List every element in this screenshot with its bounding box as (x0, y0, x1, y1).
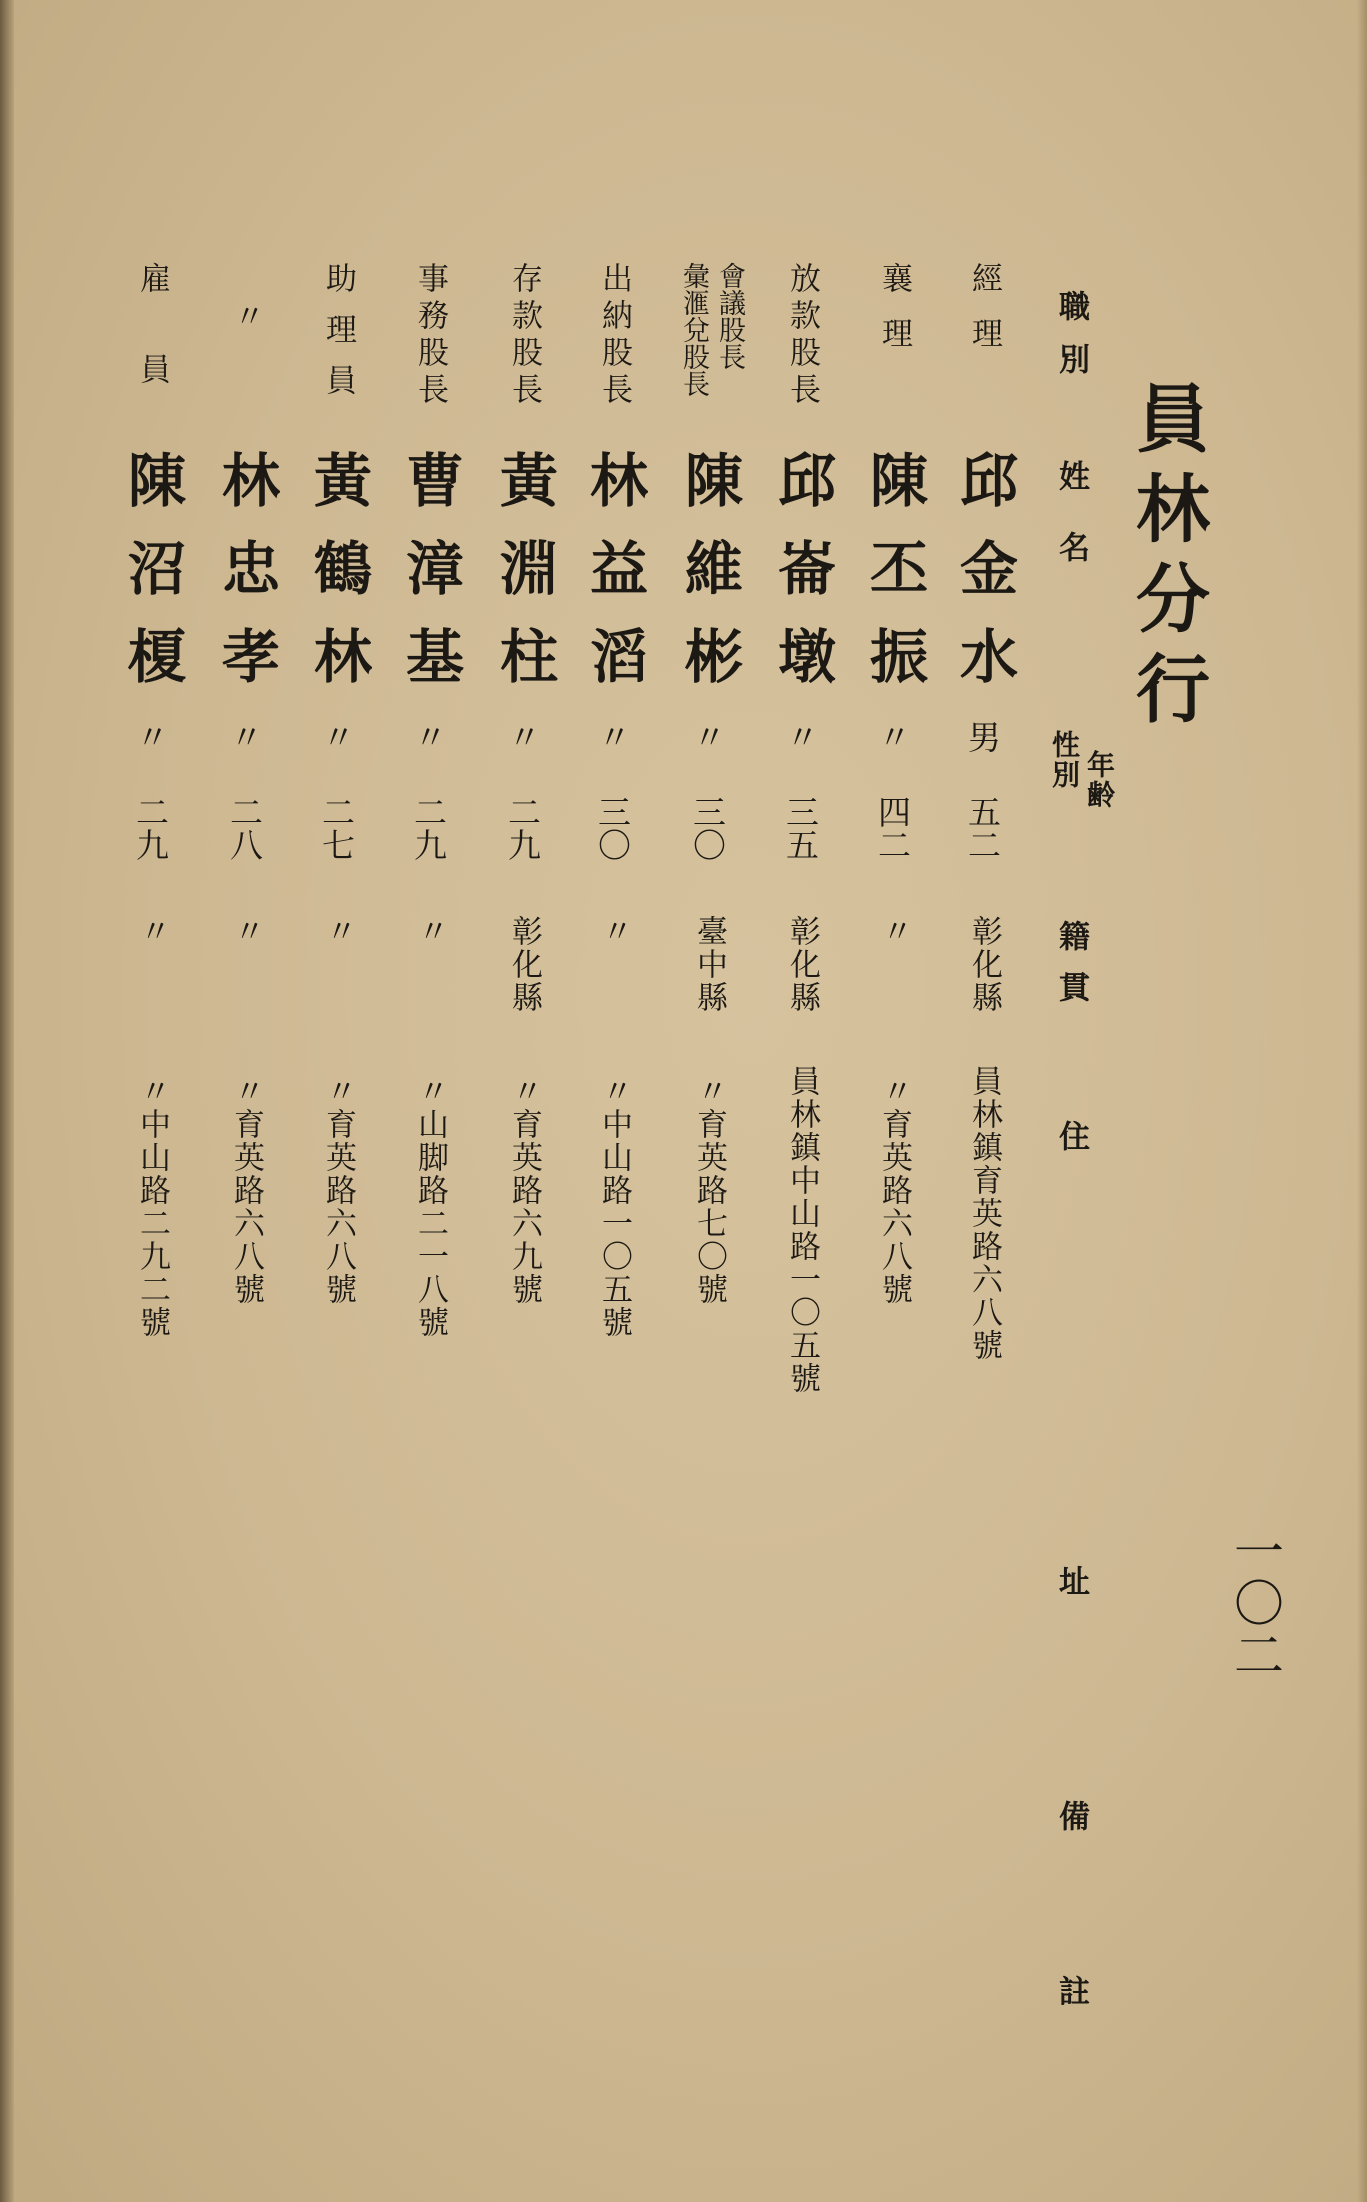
row-name: 邱金水 (950, 450, 1018, 714)
row-age: 二八 (225, 795, 264, 861)
header-name: 姓名 (1053, 460, 1089, 602)
row-name: 黃淵柱 (490, 450, 558, 714)
row-sex: 〃 (225, 720, 264, 753)
row-sex: 〃 (503, 720, 542, 753)
row-address: 〃育英路六九號 (506, 1075, 542, 1306)
row-position: 經理 (966, 262, 1002, 372)
row-name: 陳維彬 (675, 450, 743, 714)
row-native: 〃 (412, 915, 448, 948)
header-remarks-a: 備 (1053, 1800, 1089, 1831)
row-sex: 〃 (781, 720, 820, 753)
row-position: 放款股長 (784, 262, 820, 410)
header-sex: 性別 (1048, 730, 1081, 790)
header-position: 職別 (1053, 290, 1089, 396)
row-native: 〃 (876, 915, 912, 948)
row-age: 二七 (317, 795, 356, 861)
row-sex: 男 (963, 720, 1002, 753)
row-position: 襄理 (876, 262, 912, 372)
row-address: 員林鎮育英路六八號 (966, 1065, 1002, 1362)
row-sex: 〃 (873, 720, 912, 753)
row-age: 三〇 (688, 795, 727, 861)
row-address: 〃山脚路二一八號 (412, 1075, 448, 1339)
row-position: 助理員 (320, 262, 356, 415)
header-address-b: 址 (1053, 1565, 1089, 1596)
row-name: 黃鶴林 (304, 450, 372, 714)
row-native: 彰化縣 (784, 915, 820, 1014)
row-address: 〃育英路六八號 (228, 1075, 264, 1306)
row-position: 事務股長 (412, 262, 448, 410)
row-position-secondary: 彙滙兌股長 (678, 262, 709, 397)
row-native: 〃 (228, 915, 264, 948)
row-position: 出納股長 (596, 262, 632, 410)
header-native: 籍貫 (1053, 920, 1089, 1022)
row-sex: 〃 (409, 720, 448, 753)
row-age: 五二 (963, 795, 1002, 861)
row-native: 彰化縣 (506, 915, 542, 1014)
row-name: 邱崙墩 (768, 450, 836, 714)
row-age: 二九 (131, 795, 170, 861)
row-name: 陳丕振 (860, 450, 928, 714)
row-position: 存款股長 (506, 262, 542, 410)
row-sex: 〃 (317, 720, 356, 753)
row-address: 〃中山路一〇五號 (596, 1075, 632, 1339)
row-age: 二九 (409, 795, 448, 861)
row-position: 雇員 (134, 262, 170, 444)
row-address: 〃育英路六八號 (876, 1075, 912, 1306)
row-name: 陳沼榎 (118, 450, 186, 714)
row-age: 三五 (781, 795, 820, 861)
row-sex: 〃 (131, 720, 170, 753)
row-native: 〃 (320, 915, 356, 948)
book-spine-shadow (0, 0, 14, 2202)
row-native: 臺中縣 (691, 915, 727, 1014)
page-edge (1357, 0, 1367, 2202)
row-address: 〃育英路七〇號 (691, 1075, 727, 1306)
row-age: 三〇 (593, 795, 632, 861)
row-sex: 〃 (593, 720, 632, 753)
row-age: 二九 (503, 795, 542, 861)
row-address: 〃育英路六八號 (320, 1075, 356, 1306)
row-native: 彰化縣 (966, 915, 1002, 1014)
row-age: 四二 (873, 795, 912, 861)
header-remarks-b: 註 (1053, 1975, 1089, 2006)
row-sex: 〃 (688, 720, 727, 753)
row-position: 會議股長 (714, 262, 745, 370)
row-native: 〃 (134, 915, 170, 948)
header-address-a: 住 (1053, 1120, 1089, 1151)
row-position: 〃 (228, 300, 264, 331)
row-name: 林忠孝 (212, 450, 280, 714)
page-number: 一〇二 (1226, 1525, 1284, 1681)
page-title: 員林分行 (1124, 380, 1210, 740)
row-name: 曹漳基 (396, 450, 464, 714)
row-native: 〃 (596, 915, 632, 948)
row-address: 〃中山路二九二號 (134, 1075, 170, 1339)
row-address: 員林鎮中山路一〇五號 (784, 1065, 820, 1395)
header-age: 年齢 (1083, 750, 1116, 810)
row-name: 林益滔 (580, 450, 648, 714)
